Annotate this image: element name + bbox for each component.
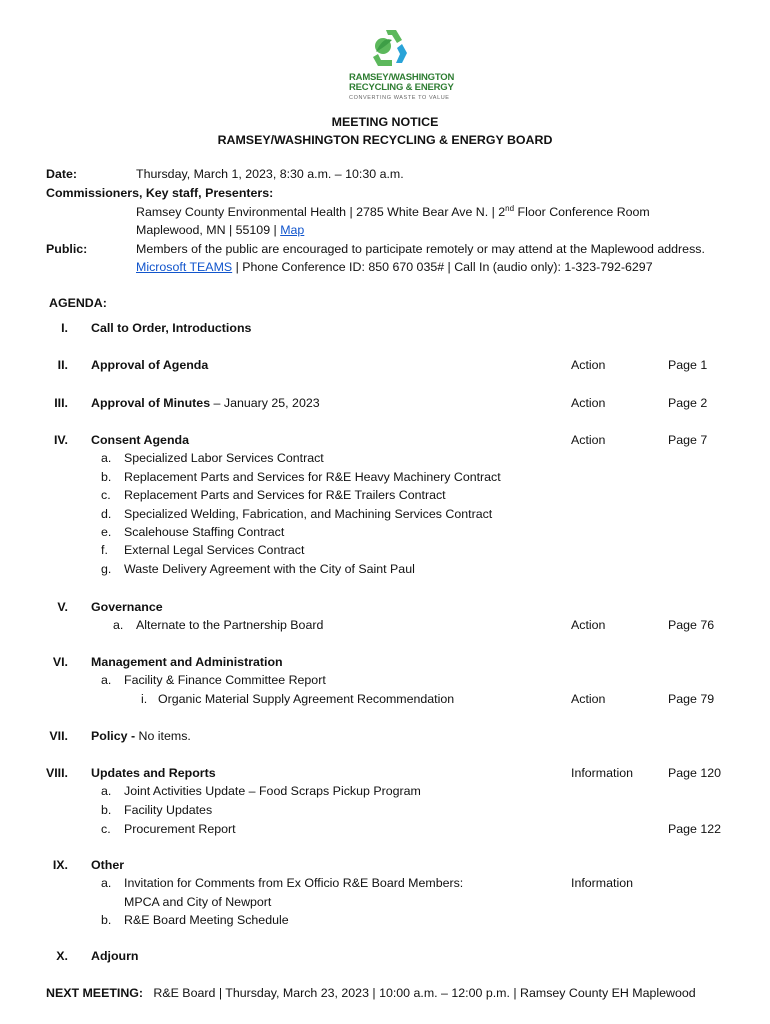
sub-text: R&E Board Meeting Schedule (124, 913, 289, 927)
sub-letter: a. (101, 451, 112, 465)
sub-text: Specialized Labor Services Contract (124, 451, 324, 465)
item-action: Action (571, 396, 606, 410)
item-action: Action (571, 358, 606, 372)
location-pre: Ramsey County Environmental Health | 2785 White Bear Ave N. | 2 (136, 205, 506, 219)
item-title: Policy - (91, 729, 136, 743)
item-num: IV. (53, 433, 68, 447)
item-page: Page 120 (668, 766, 722, 780)
sub-letter: a. (101, 784, 112, 798)
item-title-line (91, 729, 191, 744)
sub-text: Alternate to the Partnership Board (136, 618, 324, 632)
sub-text: Scalehouse Staffing Contract (124, 525, 285, 539)
logo-line1: RAMSEY/WASHINGTON (349, 72, 455, 83)
sub-text: Replacement Parts and Services for R&E Heavy Machinery Contract (124, 470, 501, 484)
sub-text: Waste Delivery Agreement with the City of Saint Paul (124, 562, 415, 576)
recycling-icon (366, 26, 410, 70)
sub-letter: a. (113, 618, 124, 632)
sub-text: Replacement Parts and Services for R&E Trailers Contract (124, 488, 446, 502)
item-num: II. (57, 358, 68, 372)
sub-text: Joint Activities Update – Food Scraps Pickup Program (124, 784, 421, 798)
item-page: Page 1 (668, 358, 708, 372)
public-text: Members of the public are encouraged to participate remotely or may attend at the Maplewood address. (136, 242, 705, 256)
sub-text-cont: MPCA and City of Newport (124, 895, 272, 909)
date-value: Thursday, March 1, 2023, 8:30 a.m. – 10:30 a.m. (136, 167, 404, 181)
map-link[interactable]: Map (280, 223, 305, 237)
item-num: X. (56, 949, 68, 963)
logo-line2: RECYCLING & ENERGY (349, 82, 454, 93)
item-num: VIII. (45, 766, 68, 780)
agenda-label: AGENDA: (49, 296, 107, 310)
item-num: VI. (52, 655, 68, 669)
sub-text: Specialized Welding, Fabrication, and Machining Services Contract (124, 507, 493, 521)
sub-text: Invitation for Comments from Ex Officio R&E Board Members: (124, 876, 464, 890)
item-page: Page 79 (668, 692, 715, 706)
sub-letter: f. (101, 543, 108, 557)
item-title: Management and Administration (91, 655, 283, 669)
sub-letter: b. (101, 470, 112, 484)
item-title-line (91, 396, 320, 411)
item-title: Call to Order, Introductions (91, 321, 252, 335)
sub-text: Facility Updates (124, 803, 213, 817)
subsub-num: i. (141, 692, 148, 706)
next-meeting-label: NEXT MEETING: (46, 986, 144, 1000)
sub-letter: c. (101, 822, 111, 836)
sub-letter: b. (101, 803, 112, 817)
item-title: Approval of Minutes (91, 396, 211, 410)
city-text: Maplewood, MN | 55109 | (136, 223, 281, 237)
teams-link[interactable]: Microsoft TEAMS (136, 260, 233, 274)
city-line (136, 223, 304, 238)
sub-letter: e. (101, 525, 112, 539)
item-title: Updates and Reports (91, 766, 216, 780)
teams-line (136, 260, 653, 275)
phone-text: | Phone Conference ID: 850 670 035# | Call In (audio only): 1-323-792-6297 (232, 260, 653, 274)
item-title: Governance (91, 600, 163, 614)
item-action: Information (571, 766, 633, 780)
item-num: IX. (52, 858, 68, 872)
item-suffix: No items. (135, 729, 191, 743)
sub-letter: g. (101, 562, 112, 576)
title-meeting-notice: MEETING NOTICE (331, 115, 439, 129)
sub-letter: a. (101, 876, 112, 890)
item-action: Action (571, 618, 606, 632)
item-num: III. (54, 396, 68, 410)
item-page: Page 122 (668, 822, 722, 836)
item-page: Page 2 (668, 396, 708, 410)
next-meeting (46, 986, 696, 1001)
sub-text: Facility & Finance Committee Report (124, 673, 326, 687)
item-title: Approval of Agenda (91, 358, 209, 372)
item-num: I. (61, 321, 68, 335)
location-post: Floor Conference Room (514, 205, 650, 219)
item-num: V. (57, 600, 68, 614)
sub-letter: d. (101, 507, 112, 521)
subsub-text: Organic Material Supply Agreement Recommendation (158, 692, 455, 706)
item-action: Information (571, 876, 633, 890)
location-line (136, 205, 650, 220)
title-board: RAMSEY/WASHINGTON RECYCLING & ENERGY BOARD (217, 133, 553, 147)
item-page: Page 7 (668, 433, 708, 447)
item-page: Page 76 (668, 618, 715, 632)
item-action: Action (571, 692, 606, 706)
sub-letter: c. (101, 488, 111, 502)
next-meeting-text: R&E Board | Thursday, March 23, 2023 | 10:00 a.m. – 12:00 p.m. | Ramsey County EH Maplewood (153, 986, 696, 1000)
logo (366, 26, 410, 70)
item-suffix: – January 25, 2023 (210, 396, 320, 410)
item-action: Action (571, 433, 606, 447)
sub-text: Procurement Report (124, 822, 236, 836)
sub-letter: a. (101, 673, 112, 687)
date-label: Date: (46, 167, 77, 181)
sub-letter: b. (101, 913, 112, 927)
logo-tagline: CONVERTING WASTE TO VALUE (349, 95, 450, 101)
commissioners-label: Commissioners, Key staff, Presenters: (46, 186, 274, 200)
item-title: Other (91, 858, 125, 872)
item-title: Adjourn (91, 949, 139, 963)
public-label: Public: (46, 242, 88, 256)
sub-text: External Legal Services Contract (124, 543, 305, 557)
item-num: VII. (49, 729, 68, 743)
location-sup: nd (505, 203, 515, 213)
logo-wordmark (349, 73, 454, 93)
item-title: Consent Agenda (91, 433, 189, 447)
